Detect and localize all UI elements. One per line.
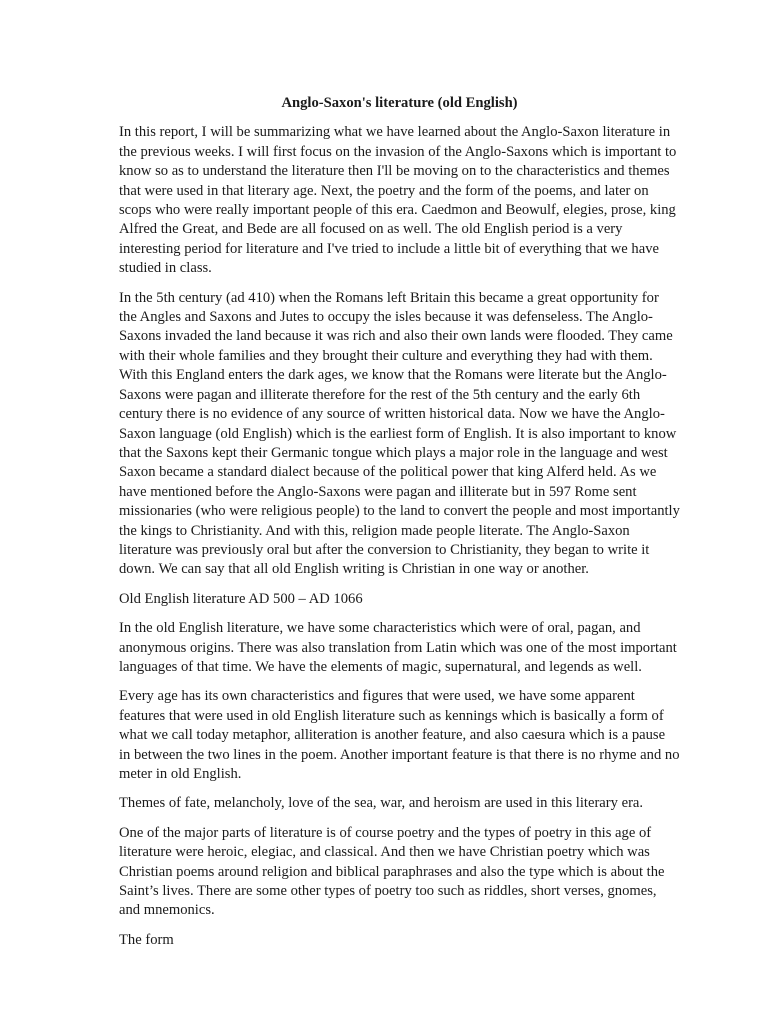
paragraph-themes: Themes of fate, melancholy, love of the sea, war, and heroism are used in this literary era.: [119, 795, 644, 812]
paragraph-invasion: In the 5th century (ad 410) when the Romans left Britain this became a great opportunity for the Angles and Saxons and Jutes to occupy the isles because it was defenseless. The Anglo-Saxons invaded the land because it was rich and also their own lands were flooded. They came with their whole families and they brought their culture and everything they had with them. With this England enters the dark ages, we know that the Romans were literate but the Anglo-Saxons were pagan and illiterate therefore for the rest of the 5th century and the early 6th century there is no evidence of any source of written historical data. Now we have the Anglo-Saxon language (old English) which is the earliest form of English. It is also important to know that the Saxons kept their Germanic tongue which plays a major role in the language and west Saxon became a standard dialect because of the political power that king Alferd held. As we have mentioned before the Anglo-Saxons were pagan and illiterate but in 597 Rome sent missionaries (who were religious people) to the land to convert the people and most importantly the kings to Christianity. And with this, religion made people literate. The Anglo-Saxon literature was previously oral but after the conversion to Christianity, they began to write it down. We can say that all old English writing is Christian in one way or another.: [119, 289, 680, 578]
document-title: Anglo-Saxon's literature (old English): [281, 95, 518, 111]
paragraph-characteristics: In the old English literature, we have some characteristics which were of oral, pagan, and anonymous origins. There was also translation from Latin which was one of the most important languages of that time. We have the elements of magic, supernatural, and legends as well.: [119, 620, 677, 675]
paragraph-introduction: In this report, I will be summarizing what we have learned about the Anglo-Saxon literature in the previous weeks. I will first focus on the invasion of the Anglo-Saxons which is important to know so as to understand the literature then I'll be moving on to the characteristics and themes that were used in that literary age. Next, the poetry and the form of the poems, and later on scops who were really important people of this era. Caedmon and Beowulf, elegies, prose, king Alfred the Great, and Bede are all focused on as well. The old English period is a very interesting period for literature and I've tried to include a little bit of everything that we have studied in class.: [119, 124, 677, 277]
paragraph-poetry: One of the major parts of literature is of course poetry and the types of poetry in this age of literature were heroic, elegiac, and classical. And then we have Christian poetry which was Christian poems around religion and biblical paraphrases and also the type which is about the Saint’s lives. There are some other types of poetry too such as riddles, short verses, gnomes, and mnemonics.: [119, 824, 665, 919]
section-heading-form: The form: [119, 931, 174, 948]
section-heading-old-english: Old English literature AD 500 – AD 1066: [119, 590, 363, 607]
paragraph-features: Every age has its own characteristics and figures that were used, we have some apparent features that were used in old English literature such as kennings which is basically a form of what we call today metaphor, alliteration is another feature, and also caesura which is a pause in between the two lines in the poem. Another important feature is that there is no rhyme and no meter in old English.: [119, 688, 680, 782]
